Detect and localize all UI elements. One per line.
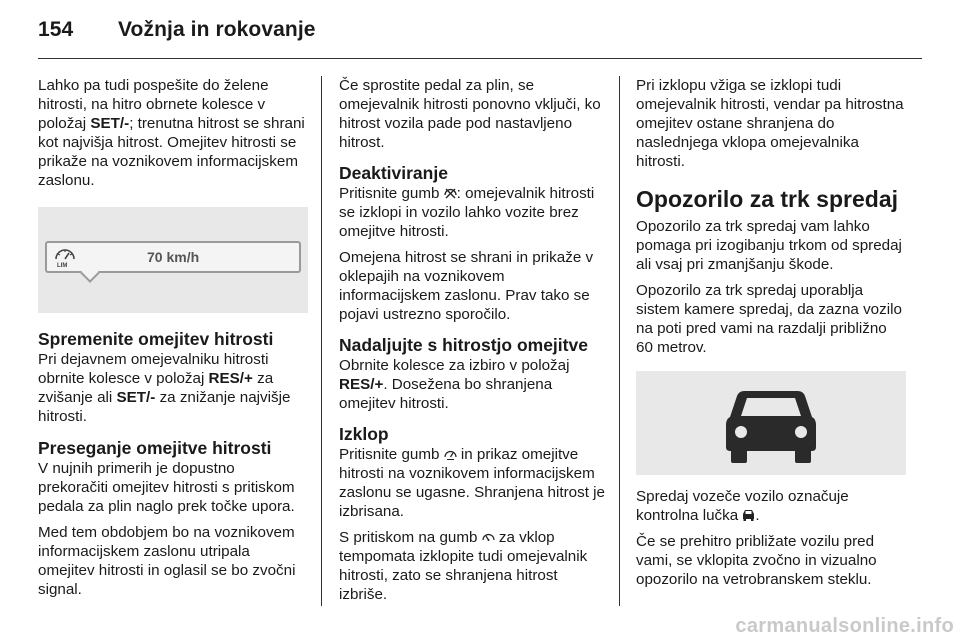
column-3 (636, 76, 906, 596)
heading-exceed-limit: Preseganje omejitve hitrosti (38, 438, 272, 458)
off-paragraph: Pritisnite gumb in prikaz omejitve hitrosti na voznikovem informacijskem zaslonu se ugasne. Shranjena hitrost je izbrisana. (339, 446, 605, 520)
heading-resume: Nadaljujte s hitrostjo omejitve (339, 335, 588, 355)
resume-paragraph: Če sprostite pedal za plin, se omejevalnik hitrosti ponovno vključi, ko hitrost vozila pade pod nastavljeno hitrost. (339, 77, 601, 151)
intro-paragraph: Lahko pa tudi pospešite do želene hitrosti, na hitro obrnete kolesce v položaj SET/-; trenutna hitrost se shrani kot najvišja hitrost. Omejitev hitrosti se prikaže na voznikovem informacijskem zaslonu. (38, 77, 305, 189)
vehicle-ahead-icon (726, 385, 816, 463)
exceed-paragraph: V nujnih primerih je dopustno prekoračiti omejitev hitrosti s pritiskom pedala za plin naglo prek točke upora. (38, 460, 295, 515)
deactivate-paragraph-2: Omejena hitrost se shrani in prikaže v oklepajih na voznikovem informacijskem zaslonu. Prav tako se pojavi ustrezno sporočilo. (339, 249, 594, 323)
fcw-paragraph-2: Opozorilo za trk spredaj uporablja sistem kamere spredaj, da zazna vozilo na poti pred vami na razdalji približno 60 metrov. (636, 282, 902, 356)
speed-limit-display-figure (38, 207, 308, 313)
fcw-paragraph-1: Opozorilo za trk spredaj vam lahko pomaga pri izogibanju trkom od spredaj ali vsaj pri zmanjšanju škode. (636, 218, 902, 273)
display-pointer (80, 263, 100, 283)
column-2 (339, 76, 605, 611)
heading-change-limit: Spremenite omejitev hitrosti (38, 329, 274, 349)
off-paragraph-2: S pritiskom na gumb za vklop tempomata izklopite tudi omejevalnik hitrosti, zato se shranjena hitrost izbriše. (339, 529, 588, 603)
fcw-paragraph-4: Če se prehitro približate vozilu pred vami, se vklopita zvočno in vizualno opozorilo na vetrobranskem steklu. (636, 533, 877, 588)
exceed-paragraph-2: Med tem obdobjem bo na voznikovem informacijskem zaslonu utripala omejitev hitrosti in oglasil se bo zvočni signal. (38, 524, 296, 598)
cruise-control-icon (482, 531, 495, 543)
resume-limit-paragraph: Obrnite kolesce za izbiro v položaj RES/+. Dosežena bo shranjena omejitev hitrosti. (339, 357, 570, 412)
vehicle-ahead-lamp-icon (742, 509, 755, 521)
driver-info-display (45, 241, 301, 273)
watermark: carmanualsonline.info (735, 615, 954, 637)
ignition-paragraph: Pri izklopu vžiga se izklopi tudi omejevalnik hitrosti, vendar pa hitrostna omejitev ostane shranjena do naslednjega vklopa omejevalnika hitrosti. (636, 77, 904, 170)
column-divider (321, 76, 322, 606)
header-rule (38, 58, 922, 59)
heading-off: Izklop (339, 424, 389, 444)
deactivate-paragraph: Pritisnite gumb : omejevalnik hitrosti se izklopi in vozilo lahko vozite brez omejitve hitrosti. (339, 185, 595, 240)
heading-forward-collision: Opozorilo za trk spredaj (636, 186, 898, 212)
vehicle-ahead-figure (636, 371, 906, 475)
chapter-title: Vožnja in rokovanje (118, 18, 316, 41)
fcw-paragraph-3: Spredaj vozeče vozilo označuje kontrolna lučka . (636, 488, 849, 524)
limit-speed-value: 70 km/h (147, 249, 200, 265)
pause-limiter-icon (444, 187, 457, 199)
lim-label: LIM (57, 263, 68, 269)
change-paragraph: Pri dejavnem omejevalniku hitrosti obrnite kolesce v položaj RES/+ za zvišanje ali SET/- za znižanje najvišje hitrosti. (38, 351, 291, 425)
column-divider (619, 76, 620, 606)
speed-limiter-button-icon (444, 448, 457, 460)
page-header (38, 18, 316, 42)
heading-deactivate: Deaktiviranje (339, 163, 448, 183)
page-number: 154 (38, 18, 74, 41)
column-1 (38, 76, 308, 606)
speed-limiter-icon (53, 245, 77, 269)
